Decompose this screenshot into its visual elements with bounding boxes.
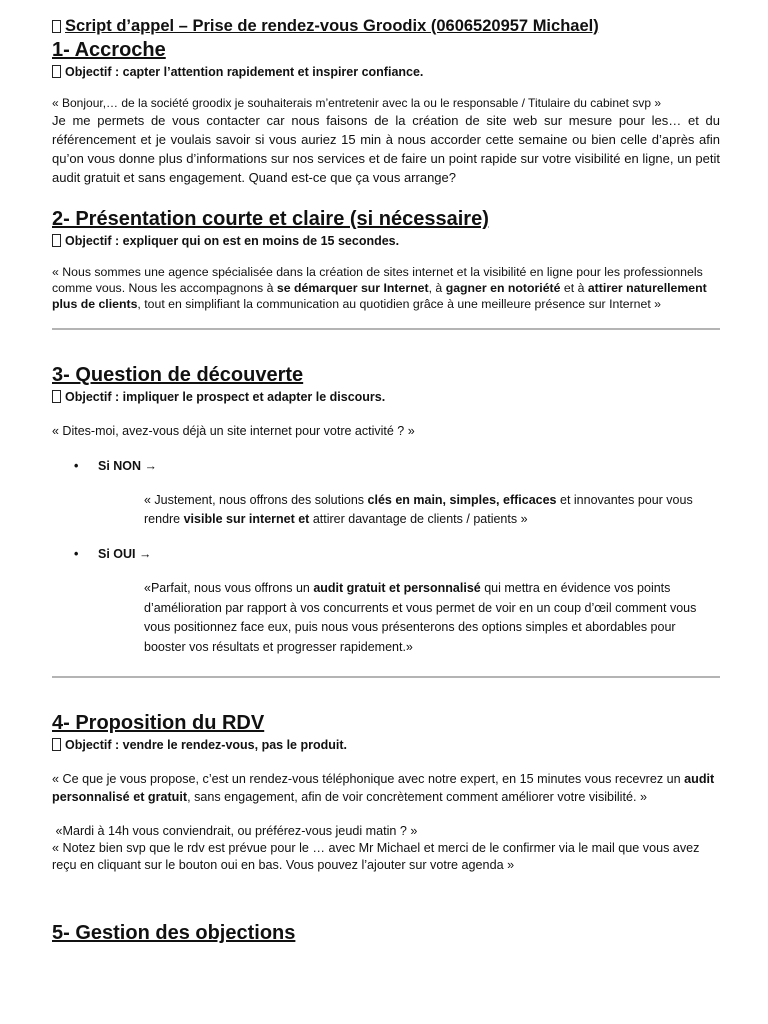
document-body bbox=[52, 14, 720, 945]
section-1-heading: 1- Accroche bbox=[52, 39, 166, 61]
section-4-paragraph: « Ce que je vous propose, c’est un rendez-vous téléphonique avec notre expert, en 15 minutes vous recevrez un audit personnalisé et gratuit, sans engagement, afin de voir concrètement comment améliorer votre visibilité. » bbox=[52, 772, 715, 804]
divider bbox=[52, 676, 720, 678]
missing-glyph-icon bbox=[52, 234, 61, 247]
missing-glyph-icon bbox=[52, 738, 61, 751]
section-3-objective: Objectif : impliquer le prospect et adapter le discours. bbox=[52, 389, 720, 406]
bullet-si-oui: • Si OUI → bbox=[52, 545, 720, 563]
section-1-greeting: « Bonjour,… de la société groodix je souhaiterais m’entretenir avec la ou le responsable / Titulaire du cabinet svp » bbox=[52, 96, 662, 110]
section-3-heading: 3- Question de découverte bbox=[52, 364, 304, 386]
missing-glyph-icon bbox=[52, 65, 61, 78]
document-title: Script d’appel – Prise de rendez-vous Groodix (0606520957 Michael) bbox=[52, 14, 720, 38]
missing-glyph-icon bbox=[52, 20, 61, 33]
section-4-heading: 4- Proposition du RDV bbox=[52, 712, 265, 734]
divider bbox=[52, 328, 720, 330]
missing-glyph-icon bbox=[52, 390, 61, 403]
bullet-si-non: • Si NON → bbox=[52, 457, 720, 475]
section-4-slot-proposal: «Mardi à 14h vous conviendrait, ou préférez-vous jeudi matin ? » bbox=[52, 824, 418, 838]
section-3-question: « Dites-moi, avez-vous déjà un site internet pour votre activité ? » bbox=[52, 424, 415, 438]
section-5-heading: 5- Gestion des objections bbox=[52, 922, 296, 944]
section-4-objective: Objectif : vendre le rendez-vous, pas le produit. bbox=[52, 737, 720, 754]
section-1-paragraph: Je me permets de vous contacter car nous faisons de la création de site web sur mesure pour les… et du référencement et je voulais savoir si vous auriez 15 min à nous accorder cette semaine ou bien celle d’après afin qu’on vous donne plus d’informations sur nos services et de faire un point rapide sur votre visibilité en ligne, un petit audit gratuit et sans engagement. Quand est-ce que ça vous arrange? bbox=[52, 113, 720, 185]
section-4-confirmation-note: « Notez bien svp que le rdv est prévue pour le … avec Mr Michael et merci de le confirmer via le mail que vous avez reçu en cliquant sur le bouton oui en bas. Vous pouvez l’ajouter sur votre agenda » bbox=[52, 841, 700, 872]
si-oui-answer: «Parfait, nous vous offrons un audit gratuit et personnalisé qui mettra en évidence vos points d’amélioration par rapport à vos concurrents et vous permet de voir en un coup d’œil comment vous vous positionnez face eux, puis nous vous présenterons des options simples et abordables pour booster vos résultats et progresser rapidement.» bbox=[144, 581, 697, 654]
section-2-paragraph: « Nous sommes une agence spécialisée dans la création de sites internet et la visibilité en ligne pour les professionnels comme vous. Nous les accompagnons à se démarquer sur Internet, à gagner en notoriété et à attirer naturellement plus de clients, tout en simplifiant la communication au quotidien grâce à une meilleure présence sur Internet » bbox=[52, 265, 707, 311]
section-1-objective: Objectif : capter l’attention rapidement et inspirer confiance. bbox=[52, 64, 720, 81]
section-2-heading: 2- Présentation courte et claire (si nécessaire) bbox=[52, 208, 489, 230]
section-2-objective: Objectif : expliquer qui on est en moins de 15 secondes. bbox=[52, 233, 720, 250]
si-non-answer: « Justement, nous offrons des solutions clés en main, simples, efficaces et innovantes pour vous rendre visible sur internet et attirer davantage de clients / patients » bbox=[144, 493, 693, 526]
